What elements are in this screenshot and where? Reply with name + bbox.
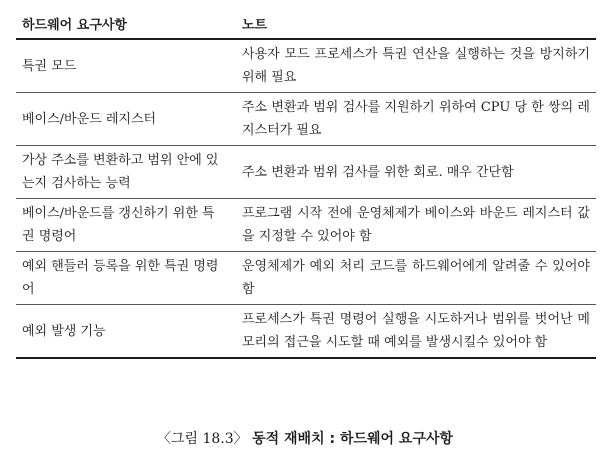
note-cell: 프로그램 시작 전에 운영체제가 베이스와 바운드 레지스터 값을 지정할 수 있어야 함 — [236, 199, 596, 252]
header-hardware-requirement: 하드웨어 요구사항 — [16, 12, 236, 39]
table-row — [16, 305, 596, 359]
figure-caption — [0, 428, 610, 448]
figure-title: 동적 재배치 : 하드웨어 요구사항 — [252, 431, 454, 447]
requirement-cell: 특권 모드 — [16, 39, 236, 93]
table-row — [16, 199, 596, 252]
table-row — [16, 39, 596, 93]
requirement-cell: 베이스/바운드를 갱신하기 위한 특권 명령어 — [16, 199, 236, 252]
figure-label: 〈그림 18.3〉 — [156, 431, 248, 447]
table-row — [16, 93, 596, 146]
requirement-cell: 예외 발생 기능 — [16, 305, 236, 359]
header-note: 노트 — [236, 12, 596, 39]
requirement-cell: 가상 주소를 변환하고 범위 안에 있는지 검사하는 능력 — [16, 146, 236, 199]
table-header-row — [16, 12, 596, 39]
hardware-requirements-table — [16, 12, 596, 359]
note-cell: 주소 변환과 범위 검사를 지원하기 위하여 CPU 당 한 쌍의 레지스터가 필요 — [236, 93, 596, 146]
note-cell: 운영체제가 예외 처리 코드를 하드웨어에게 알려줄 수 있어야 함 — [236, 252, 596, 305]
requirement-cell: 베이스/바운드 레지스터 — [16, 93, 236, 146]
note-cell: 주소 변환과 범위 검사를 위한 회로. 매우 간단함 — [236, 146, 596, 199]
requirement-cell: 예외 핸들러 등록을 위한 특권 명령어 — [16, 252, 236, 305]
note-cell: 프로세스가 특권 명령어 실행을 시도하거나 범위를 벗어난 메모리의 접근을 시도할 때 예외를 발생시킬수 있어야 함 — [236, 305, 596, 359]
note-cell: 사용자 모드 프로세스가 특권 연산을 실행하는 것을 방지하기 위해 필요 — [236, 39, 596, 93]
table-row — [16, 252, 596, 305]
table-row — [16, 146, 596, 199]
